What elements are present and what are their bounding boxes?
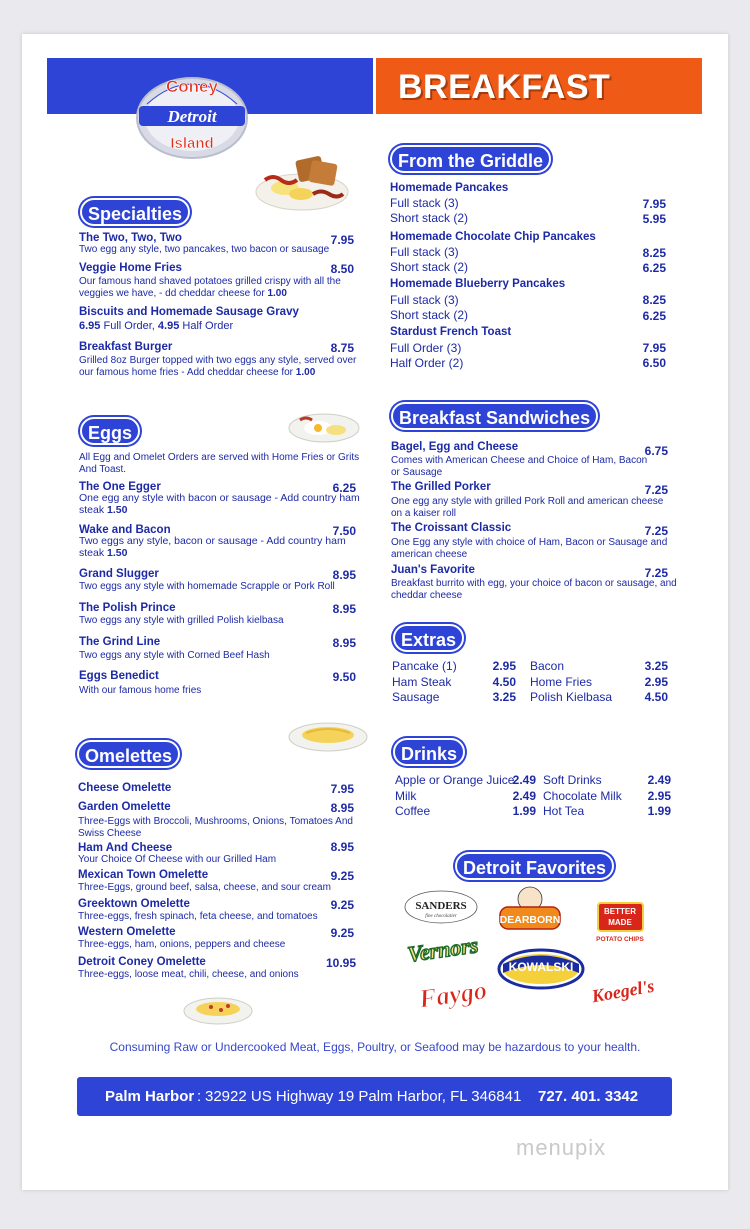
better-made-text-3: POTATO CHIPS xyxy=(596,936,644,943)
menu-item-desc: Three-eggs, ham, onions, peppers and cheese xyxy=(78,939,286,950)
extra-price: 3.25 xyxy=(492,690,516,704)
dearborn-logo xyxy=(500,887,561,929)
heading-specialties: Specialties xyxy=(80,198,190,226)
faygo-text: Faygo xyxy=(417,975,489,1014)
griddle-row-label: Full stack (3) xyxy=(390,293,459,307)
heading-breakfast-sandwiches: Breakfast Sandwiches xyxy=(391,402,598,430)
health-warning: Consuming Raw or Undercooked Meat, Eggs, Poultry, or Seafood may be hazardous to your health. xyxy=(109,1040,641,1054)
menu-item-name: The Croissant Classic xyxy=(391,522,512,534)
address-bar: Palm Harbor : 32922 US Highway 19 Palm Harbor, FL 346841 727. 401. 3342 xyxy=(77,1077,672,1116)
menu-item-name: The Two, Two, Two xyxy=(79,232,182,244)
drink-price: 1.99 xyxy=(512,804,536,818)
menu-item-price: 7.25 xyxy=(644,566,668,580)
kowalski-logo xyxy=(499,950,583,988)
griddle-row-price: 7.95 xyxy=(642,341,666,355)
griddle-group-name: Homemade Pancakes xyxy=(390,182,509,194)
menu-item-name: Juan's Favorite xyxy=(391,564,475,576)
menu-item-name: The Grilled Porker xyxy=(391,481,491,493)
griddle-group-name: Homemade Blueberry Pancakes xyxy=(390,278,566,290)
menu-item-price: 7.95 xyxy=(330,233,354,247)
griddle-row-label: Full stack (3) xyxy=(390,245,459,259)
menu-item-desc: Grilled 8oz Burger topped with two eggs any style, served over our famous home fries - Add cheddar cheese for 1.00 xyxy=(79,355,357,378)
sanders-logo xyxy=(405,891,477,923)
griddle-group-name: Homemade Chocolate Chip Pancakes xyxy=(390,231,596,243)
menu-item-desc: One egg any style with grilled Pork Roll and american cheese on a kaiser roll xyxy=(391,496,664,519)
omelette-plate-image xyxy=(288,717,368,753)
drink-label: Soft Drinks xyxy=(543,773,602,787)
menu-item-name: Bagel, Egg and Cheese xyxy=(391,441,519,453)
menu-item-desc: Two egg any style, two pancakes, two bacon or sausage xyxy=(79,244,330,255)
drink-label: Apple or Orange Juice xyxy=(395,773,515,787)
griddle-row-label: Full stack (3) xyxy=(390,196,459,210)
menu-item-price: 9.25 xyxy=(330,869,354,883)
menu-item-name: Cheese Omelette xyxy=(78,782,172,794)
logo-text-coney: Coney xyxy=(166,77,218,96)
menu-item-name: Grand Slugger xyxy=(79,568,159,580)
vernors-text: Vernors xyxy=(405,932,480,967)
extra-price: 2.95 xyxy=(644,675,668,689)
griddle-row-price: 6.50 xyxy=(642,356,666,370)
menu-item-price: 8.50 xyxy=(330,262,354,276)
drink-price: 2.49 xyxy=(512,789,536,803)
faygo-logo xyxy=(416,975,488,1013)
menu-item-desc: Breakfast burrito with egg, your choice of bacon or sausage, and cheddar cheese xyxy=(391,578,677,601)
menu-item-name: Greektown Omelette xyxy=(78,898,190,910)
menu-item-price: 7.25 xyxy=(644,483,668,497)
griddle-row-price: 8.25 xyxy=(642,246,666,260)
drink-label: Hot Tea xyxy=(543,804,585,818)
menu-item-price: 8.95 xyxy=(330,840,354,854)
drink-label: Chocolate Milk xyxy=(543,789,622,803)
heading-detroit-favorites: Detroit Favorites xyxy=(455,852,614,880)
extra-price: 3.25 xyxy=(644,659,668,673)
menu-item-price: 10.95 xyxy=(325,956,356,970)
menu-item-desc: Comes with American Cheese and Choice of Ham, Bacon or Sausage xyxy=(391,455,648,478)
menu-item-name: Veggie Home Fries xyxy=(79,262,182,274)
menu-item-name: The Grind Line xyxy=(79,636,161,648)
heading-omelettes: Omelettes xyxy=(77,740,180,768)
menupix-watermark: menupix xyxy=(516,1135,607,1160)
menu-item-price: 6.75 xyxy=(644,444,668,458)
menu-item-desc: Two eggs any style with Corned Beef Hash xyxy=(79,650,270,661)
menu-item-name: Wake and Bacon xyxy=(79,524,171,536)
eggs-plate-image xyxy=(288,408,360,444)
drink-price: 2.49 xyxy=(647,773,671,787)
eggs-note: All Egg and Omelet Orders are served with Home Fries or Grits And Toast. xyxy=(79,452,360,475)
menu-item-desc: 6.95 Full Order, 4.95 Half Order xyxy=(79,320,234,332)
coney-island-logo xyxy=(133,70,251,162)
menu-item-price: 8.95 xyxy=(332,568,356,582)
griddle-row-price: 6.25 xyxy=(642,309,666,323)
drink-label: Coffee xyxy=(395,804,431,818)
extra-label: Ham Steak xyxy=(392,675,452,689)
menu-item-price: 6.25 xyxy=(332,481,356,495)
griddle-group-name: Stardust French Toast xyxy=(390,326,512,338)
heading-drinks: Drinks xyxy=(393,738,465,766)
menu-item-price: 9.25 xyxy=(330,898,354,912)
menu-item-price: 9.25 xyxy=(330,926,354,940)
griddle-row-price: 7.95 xyxy=(642,197,666,211)
menu-item-name: The Polish Prince xyxy=(79,602,176,614)
drink-price: 2.49 xyxy=(512,773,536,787)
better-made-text-1: BETTER xyxy=(604,907,636,916)
address-text: 32922 US Highway 19 Palm Harbor, FL 346841 xyxy=(205,1088,522,1105)
menu-item-price: 8.95 xyxy=(332,602,356,616)
heading-extras: Extras xyxy=(393,624,464,652)
drink-label: Milk xyxy=(395,789,417,803)
breakfast-plate-image xyxy=(255,150,350,212)
menu-item-desc: Our famous hand shaved potatoes grilled crispy with all the veggies we have, - dd cheddar cheese for 1.00 xyxy=(79,276,341,299)
koegels-text: Koegel's xyxy=(590,975,656,1007)
omelette-plate-image-2 xyxy=(183,993,253,1027)
griddle-row-label: Half Order (2) xyxy=(390,356,464,370)
menu-item-price: 7.95 xyxy=(330,782,354,796)
menu-item-price: 7.25 xyxy=(644,524,668,538)
menu-item-name: The One Egger xyxy=(79,481,161,493)
sanders-text: SANDERS xyxy=(415,900,467,912)
brand-logos xyxy=(395,885,667,1020)
heading-eggs: Eggs xyxy=(80,417,140,445)
griddle-row-label: Short stack (2) xyxy=(390,211,469,225)
menu-item-desc: Three-Eggs, ground beef, salsa, cheese, and sour cream xyxy=(78,882,331,893)
koegels-logo xyxy=(589,976,656,1007)
kowalski-text: KOWALSKI xyxy=(508,960,574,974)
menu-item-price: 7.50 xyxy=(332,524,356,538)
menu-item-name: Garden Omelette xyxy=(78,801,171,813)
menu-item-desc: Your Choice Of Cheese with our Grilled Ham xyxy=(78,854,277,865)
menu-item-name: Mexican Town Omelette xyxy=(78,869,209,881)
menu-item-desc: Two eggs any style with homemade Scrapple or Pork Roll xyxy=(79,581,335,592)
menu-item-desc: Three-eggs, fresh spinach, feta cheese, and tomatoes xyxy=(78,911,318,922)
dearborn-text: DEARBORN xyxy=(499,914,561,926)
logo-text-island: Island xyxy=(170,135,214,152)
menu-item-desc: One Egg any style with choice of Ham, Bacon or Sausage and american cheese xyxy=(391,537,668,560)
menu-item-name: Detroit Coney Omelette xyxy=(78,956,206,968)
griddle-row-label: Short stack (2) xyxy=(390,308,469,322)
menu-item-desc: With our famous home fries xyxy=(79,685,202,696)
drink-price: 2.95 xyxy=(647,789,671,803)
griddle-row-price: 6.25 xyxy=(642,261,666,275)
header-bar-orange xyxy=(373,58,702,114)
drink-price: 1.99 xyxy=(647,804,671,818)
griddle-row-price: 8.25 xyxy=(642,293,666,307)
menu-item-desc: Three-eggs, loose meat, chili, cheese, and onions xyxy=(78,969,299,980)
phone-number: 727. 401. 3342 xyxy=(538,1088,639,1105)
extra-label: Polish Kielbasa xyxy=(530,690,613,704)
menu-item-name: Eggs Benedict xyxy=(79,670,159,682)
location-name: Palm Harbor xyxy=(105,1088,195,1105)
griddle-row-label: Short stack (2) xyxy=(390,260,469,274)
extra-label: Bacon xyxy=(530,659,565,673)
griddle-row-label: Full Order (3) xyxy=(390,341,462,355)
menu-item-desc: One egg any style with bacon or sausage - Add country ham steak 1.50 xyxy=(79,492,360,516)
better-made-logo xyxy=(596,903,644,943)
menu-item-name: Biscuits and Homemade Sausage Gravy xyxy=(79,306,299,318)
griddle-row-price: 5.95 xyxy=(642,212,666,226)
menu-item-name: Breakfast Burger xyxy=(79,341,173,353)
better-made-text-2: MADE xyxy=(608,918,632,927)
sanders-subtext: fine chocolatier xyxy=(425,914,457,919)
vernors-logo xyxy=(406,932,480,967)
menu-item-price: 8.75 xyxy=(330,341,354,355)
extra-price: 4.50 xyxy=(492,675,516,689)
menu-item-name: Ham And Cheese xyxy=(78,842,173,854)
extra-label: Sausage xyxy=(392,690,440,704)
logo-text-detroit: Detroit xyxy=(167,107,217,126)
menu-item-name: Western Omelette xyxy=(78,926,176,938)
page-title: BREAKFAST xyxy=(398,68,611,106)
extra-price: 2.95 xyxy=(492,659,516,673)
menu-item-desc: Two eggs any style, bacon or sausage - Add country ham steak 1.50 xyxy=(79,535,346,559)
extra-label: Pancake (1) xyxy=(392,659,457,673)
menu-item-desc: Three-Eggs with Broccoli, Mushrooms, Onions, Tomatoes And Swiss Cheese xyxy=(78,816,353,839)
extra-price: 4.50 xyxy=(644,690,668,704)
menu-item-desc: Two eggs any style with grilled Polish kielbasa xyxy=(79,615,284,626)
extra-label: Home Fries xyxy=(530,675,593,689)
menu-item-price: 8.95 xyxy=(330,801,354,815)
menu-item-price: 9.50 xyxy=(332,670,356,684)
heading-from-the-griddle: From the Griddle xyxy=(390,145,551,173)
menu-item-price: 8.95 xyxy=(332,636,356,650)
